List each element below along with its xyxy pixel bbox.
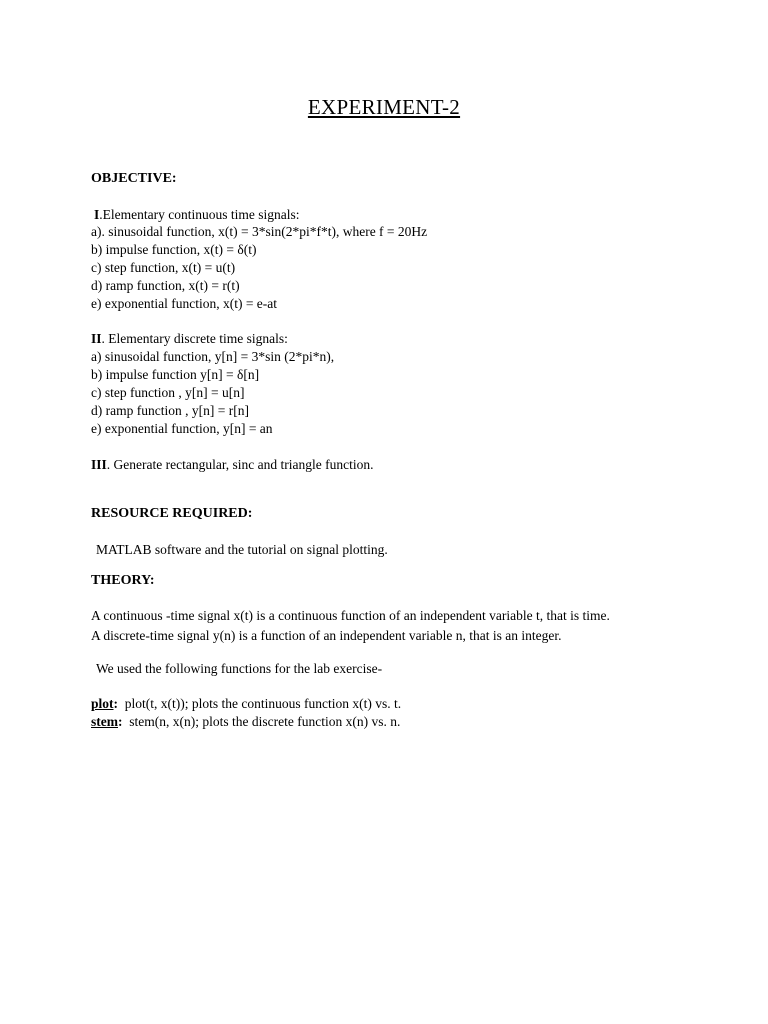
part1-intro: .Elementary continuous time signals: (99, 207, 300, 222)
part2-item-c: c) step function , y[n] = u[n] (91, 385, 245, 400)
part3-line (91, 456, 373, 473)
part1-item-b: b) impulse function, x(t) = δ(t) (91, 242, 257, 257)
theory-heading: THEORY: (91, 573, 155, 588)
function-stem-desc: stem(n, x(n); plots the discrete function x(n) vs. n. (122, 714, 401, 729)
theory-line-2: A discrete-time signal y(n) is a function of an independent variable n, that is an integer. (91, 628, 562, 643)
part2-item-e: e) exponential function, y[n] = an (91, 421, 273, 436)
part3-text: . Generate rectangular, sinc and triangle function. (106, 457, 374, 472)
part2-item-d: d) ramp function , y[n] = r[n] (91, 403, 249, 418)
theory-line-1: A continuous -time signal x(t) is a continuous function of an independent variable t, that is time. (91, 608, 610, 623)
function-plot-name: plot (91, 696, 114, 711)
function-plot-line (91, 695, 401, 712)
resource-heading: RESOURCE REQUIRED: (91, 506, 253, 521)
functions-intro: We used the following functions for the lab exercise- (96, 661, 383, 676)
function-stem-colon: : (118, 714, 123, 729)
part1-numeral: I (94, 207, 100, 222)
part2-intro: . Elementary discrete time signals: (101, 331, 288, 346)
part1-item-c: c) step function, x(t) = u(t) (91, 260, 236, 275)
objective-heading: OBJECTIVE: (91, 171, 177, 186)
part1-item-d: d) ramp function, x(t) = r(t) (91, 278, 240, 293)
resource-text: MATLAB software and the tutorial on signal plotting. (96, 542, 388, 557)
function-stem-line (91, 713, 400, 730)
part2-numeral: II (91, 331, 102, 346)
part2-item-b: b) impulse function y[n] = δ[n] (91, 367, 260, 382)
part2-intro-line (91, 330, 288, 347)
function-plot-desc: plot(t, x(t)); plots the continuous function x(t) vs. t. (118, 696, 402, 711)
function-plot-colon: : (113, 696, 119, 711)
function-stem-name: stem (91, 714, 118, 729)
page-title: EXPERIMENT-2 (307, 95, 461, 119)
part2-item-a: a) sinusoidal function, y[n] = 3*sin (2*pi*n), (91, 349, 335, 364)
part1-item-a: a). sinusoidal function, x(t) = 3*sin(2*pi*f*t), where f = 20Hz (91, 224, 428, 239)
part3-numeral: III (91, 457, 107, 472)
part1-item-e: e) exponential function, x(t) = e-at (91, 296, 278, 311)
part1-intro-line (94, 206, 299, 223)
